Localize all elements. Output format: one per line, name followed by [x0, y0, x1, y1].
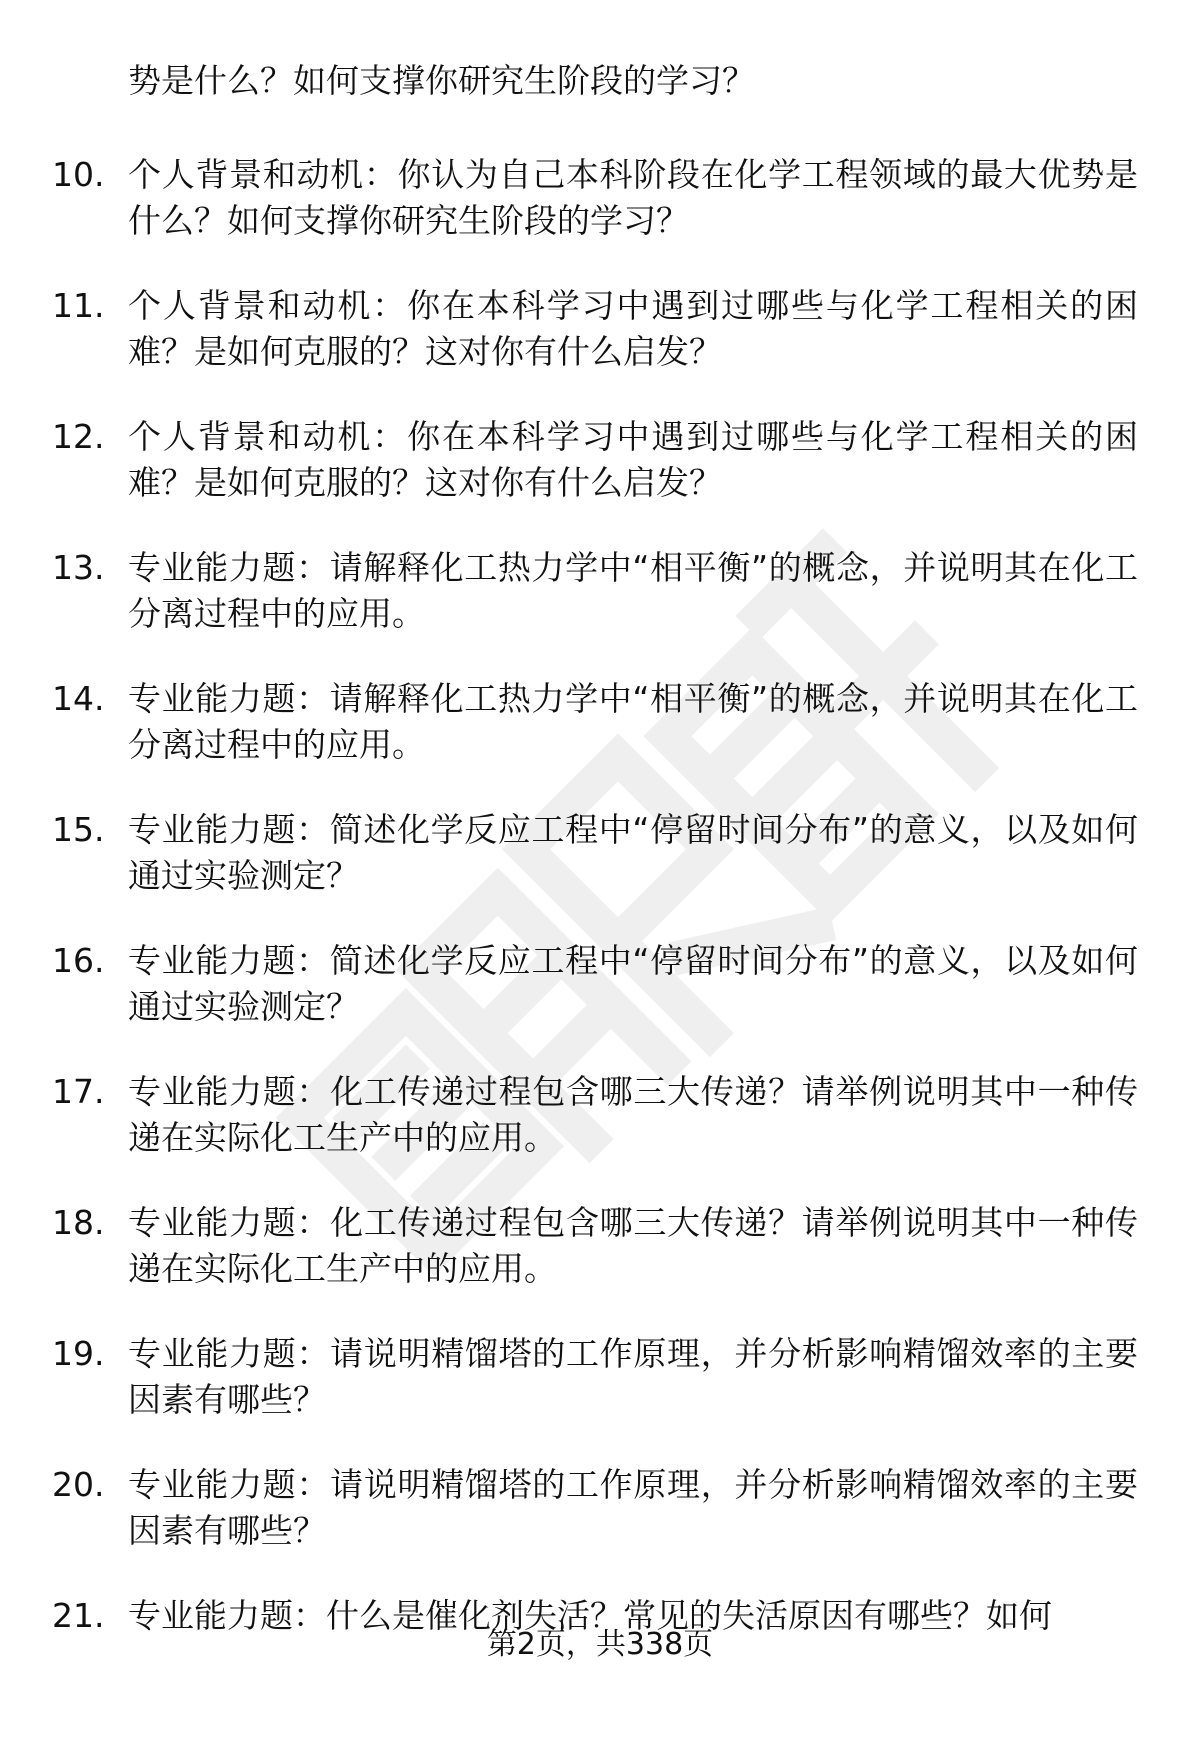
- list-item: [0, 1331, 1200, 1462]
- question-number: 13.: [52, 548, 105, 587]
- question-number: 20.: [52, 1465, 105, 1504]
- list-item: [0, 1069, 1200, 1200]
- list-item: [0, 1462, 1200, 1593]
- question-number: 14.: [52, 679, 105, 718]
- list-item: [0, 807, 1200, 938]
- question-text: 专业能力题：化工传递过程包含哪三大传递？请举例说明其中一种传递在实际化工生产中的应用。: [128, 1203, 1138, 1288]
- list-item: [0, 545, 1200, 676]
- question-number: 17.: [52, 1072, 105, 1111]
- question-text: 专业能力题：简述化学反应工程中“停留时间分布”的意义，以及如何通过实验测定？: [128, 810, 1138, 895]
- question-number: 19.: [52, 1334, 105, 1373]
- question-text: 专业能力题：请说明精馏塔的工作原理，并分析影响精馏效率的主要因素有哪些？: [128, 1334, 1138, 1419]
- question-text: 专业能力题：请说明精馏塔的工作原理，并分析影响精馏效率的主要因素有哪些？: [128, 1465, 1138, 1550]
- question-text: 专业能力题：简述化学反应工程中“停留时间分布”的意义，以及如何通过实验测定？: [128, 941, 1138, 1026]
- question-text: 专业能力题：请解释化工热力学中“相平衡”的概念，并说明其在化工分离过程中的应用。: [128, 548, 1138, 633]
- question-text: 专业能力题：什么是催化剂失活？常见的失活原因有哪些？如何: [128, 1596, 1052, 1635]
- question-number: 15.: [52, 810, 105, 849]
- question-number: 21.: [52, 1596, 105, 1635]
- question-text: 专业能力题：化工传递过程包含哪三大传递？请举例说明其中一种传递在实际化工生产中的应用。: [128, 1072, 1138, 1157]
- question-text: 个人背景和动机：你认为自己本科阶段在化学工程领域的最大优势是什么？如何支撑你研究生阶段的学习？: [128, 155, 1138, 240]
- question-number: 16.: [52, 941, 105, 980]
- question-number: 18.: [52, 1203, 105, 1242]
- question-number: 12.: [52, 417, 105, 456]
- question-text: 个人背景和动机：你在本科学习中遇到过哪些与化学工程相关的困难？是如何克服的？这对你有什么启发？: [128, 417, 1138, 502]
- continued-question-text: 势是什么？如何支撑你研究生阶段的学习？: [128, 61, 755, 100]
- list-item: [0, 676, 1200, 807]
- question-text: 个人背景和动机：你在本科学习中遇到过哪些与化学工程相关的困难？是如何克服的？这对你有什么启发？: [128, 286, 1138, 371]
- page-number-footer: 第2页，共338页: [486, 1627, 714, 1662]
- question-number: 10.: [52, 155, 105, 194]
- list-item: [0, 414, 1200, 545]
- list-item: [0, 938, 1200, 1069]
- question-number: 11.: [52, 286, 105, 325]
- question-list: [0, 152, 1200, 1724]
- list-item: [0, 283, 1200, 414]
- list-item: [0, 1200, 1200, 1331]
- list-item: [0, 152, 1200, 283]
- question-text: 专业能力题：请解释化工热力学中“相平衡”的概念，并说明其在化工分离过程中的应用。: [128, 679, 1138, 764]
